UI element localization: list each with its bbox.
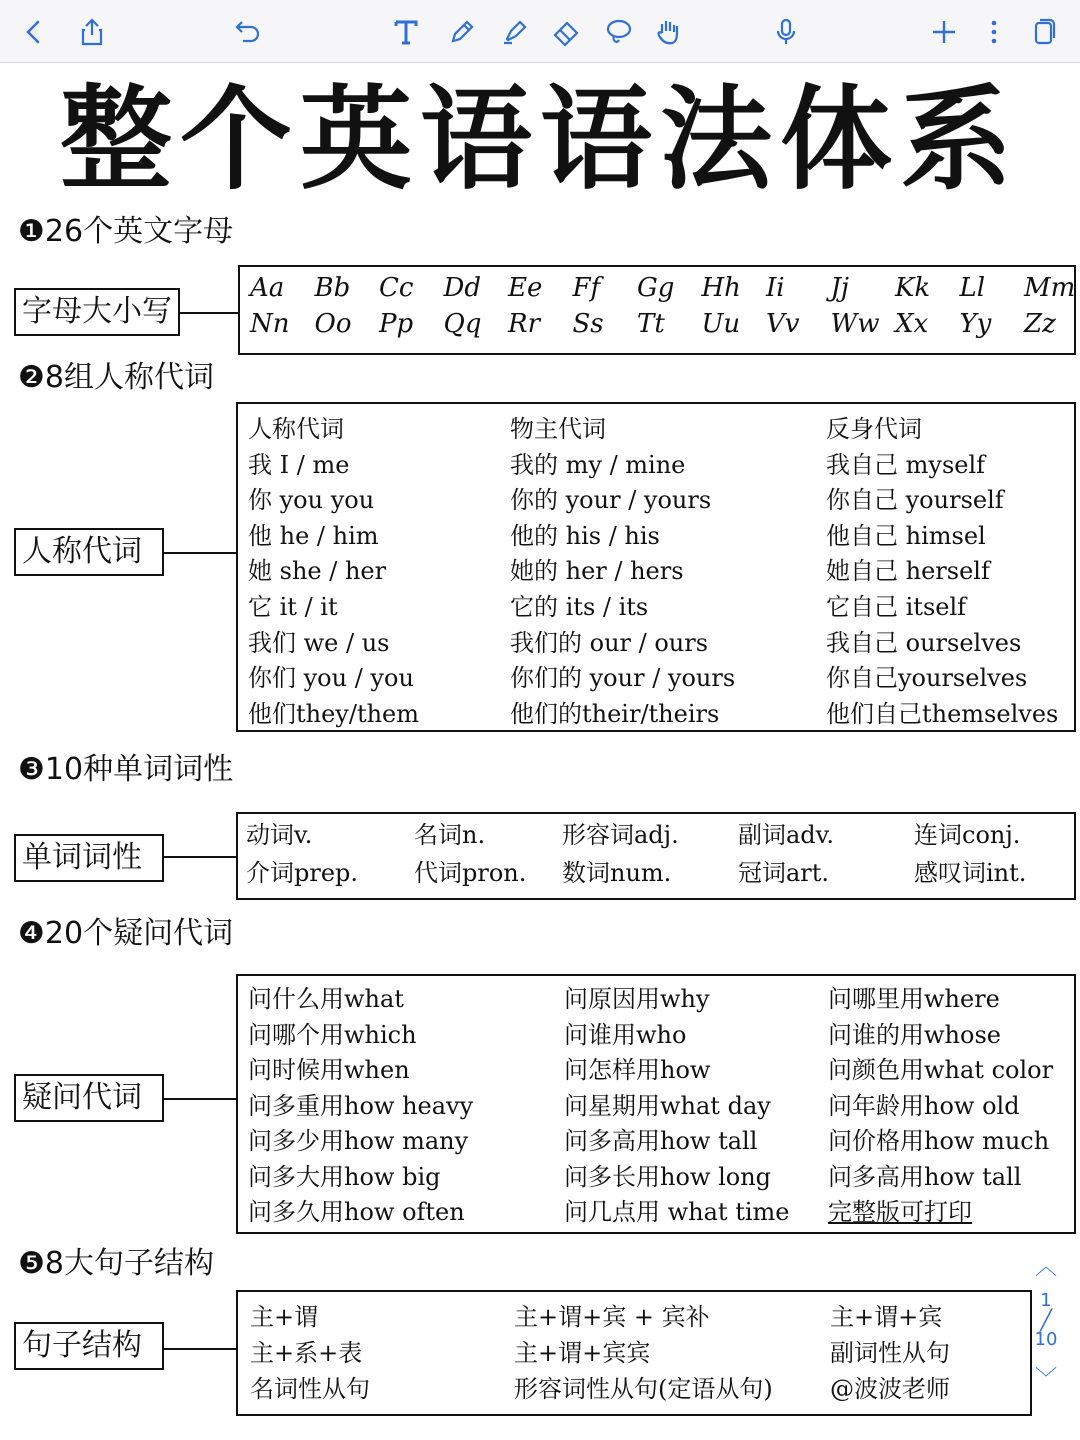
alphabet-letter: Ee xyxy=(508,273,543,303)
alphabet-letter: Rr xyxy=(508,309,541,339)
alphabet-letter: Qq xyxy=(443,309,482,339)
page-navigator xyxy=(1026,1250,1066,1410)
question-word-cell: 问多高用how tall xyxy=(828,1162,1022,1191)
note-page[interactable] xyxy=(0,62,1080,1440)
question-word-cell: 问谁的用whose xyxy=(828,1020,1001,1049)
pronoun-cell: 她的 her / hers xyxy=(510,557,684,586)
pronoun-cell: 我 I / me xyxy=(248,450,350,479)
question-word-cell: 问颜色用what color xyxy=(828,1056,1054,1084)
question-word-cell: 问谁用who xyxy=(564,1020,687,1049)
pronoun-cell: 你的 your / yours xyxy=(510,486,712,515)
hand-icon[interactable] xyxy=(648,12,688,52)
alphabet-letter: Uu xyxy=(701,309,741,339)
part-of-speech-cell: 感叹词int. xyxy=(914,859,1027,887)
alphabet-letter: Ff xyxy=(572,273,601,303)
sentence-structure-cell: 形容词性从句(定语从句) xyxy=(514,1375,773,1403)
question-word-cell: 问哪里用where xyxy=(828,985,1000,1013)
label-sentence-structures: 句子结构 xyxy=(14,1322,164,1370)
pronoun-cell: 反身代词 xyxy=(826,415,922,443)
question-word-cell: 问哪个用which xyxy=(248,1020,417,1049)
question-word-cell: 完整版可打印 xyxy=(828,1198,972,1226)
pronoun-cell: 他 he / him xyxy=(248,521,379,550)
pronoun-cell: 你自己yourselves xyxy=(826,664,1028,693)
pronoun-cell: 我们的 our / ours xyxy=(510,628,709,657)
pronoun-cell: 你们 you / you xyxy=(248,664,414,693)
question-word-cell: 问原因用why xyxy=(564,985,710,1013)
alphabet-letter: Oo xyxy=(314,309,352,339)
question-word-cell: 问多大用how big xyxy=(248,1162,441,1191)
alphabet-letter: Ww xyxy=(830,309,880,339)
pronoun-cell: 人称代词 xyxy=(248,415,344,443)
parts-of-speech-box xyxy=(236,812,1076,900)
alphabet-box xyxy=(238,265,1076,355)
pronoun-cell: 你们的 your / yours xyxy=(510,664,736,693)
question-word-cell: 问价格用how much xyxy=(828,1127,1050,1155)
lasso-icon[interactable] xyxy=(598,12,638,52)
alphabet-letter: Gg xyxy=(637,273,675,303)
pronoun-cell: 它自己 itself xyxy=(826,593,967,621)
question-word-cell: 问时候用when xyxy=(248,1056,410,1084)
pronoun-cell: 我们 we / us xyxy=(248,628,390,657)
pronoun-cell: 她 she / her xyxy=(248,557,387,586)
question-word-cell: 问几点用 what time xyxy=(564,1198,790,1226)
pronoun-cell: 他们的their/theirs xyxy=(510,699,720,728)
question-word-cell: 问多长用how long xyxy=(564,1162,772,1191)
pronoun-cell: 它的 its / its xyxy=(510,593,649,621)
part-of-speech-cell: 动词v. xyxy=(246,821,313,849)
page-title: 整个英语语法体系 xyxy=(60,74,1020,205)
pen-tool-icon[interactable] xyxy=(442,12,482,52)
pronoun-cell: 他们they/them xyxy=(248,699,420,728)
pronoun-cell: 我的 my / mine xyxy=(510,450,686,479)
connector-line xyxy=(164,1098,236,1100)
section-heading-parts-of-speech: ❸10种单词词性 xyxy=(18,752,234,787)
question-word-cell: 问多少用how many xyxy=(248,1127,469,1155)
more-icon[interactable] xyxy=(974,12,1014,52)
question-word-cell: 问多久用how often xyxy=(248,1198,465,1226)
connector-line xyxy=(164,1348,236,1350)
part-of-speech-cell: 冠词art. xyxy=(738,859,830,887)
connector-line xyxy=(164,856,236,858)
connector-line xyxy=(180,312,238,314)
sentence-structure-cell: @波波老师 xyxy=(830,1375,950,1403)
pages-icon[interactable] xyxy=(1024,12,1064,52)
question-word-cell: 问怎样用how xyxy=(564,1056,711,1084)
alphabet-letter: Cc xyxy=(379,273,414,303)
microphone-icon[interactable] xyxy=(766,12,806,52)
alphabet-letter: Zz xyxy=(1024,309,1056,339)
eraser-icon[interactable] xyxy=(546,12,586,52)
text-tool-icon[interactable] xyxy=(386,12,426,52)
pronoun-cell: 你自己 yourself xyxy=(826,486,1004,515)
highlighter-icon[interactable] xyxy=(494,12,534,52)
question-word-cell: 问星期用what day xyxy=(564,1091,771,1120)
alphabet-letter: Bb xyxy=(314,273,351,303)
part-of-speech-cell: 名词n. xyxy=(414,821,486,849)
sentence-structure-cell: 副词性从句 xyxy=(830,1339,950,1367)
pronoun-cell: 她自己 herself xyxy=(826,557,990,586)
share-icon[interactable] xyxy=(72,12,112,52)
label-parts-of-speech: 单词词性 xyxy=(14,834,164,882)
section-heading-question-words: ❹20个疑问代词 xyxy=(18,916,234,951)
toolbar xyxy=(0,0,1080,63)
part-of-speech-cell: 连词conj. xyxy=(914,821,1021,849)
alphabet-letter: Ll xyxy=(959,273,986,303)
sentence-structure-cell: 主+谓+宾 xyxy=(830,1303,943,1331)
question-word-cell: 问多重用how heavy xyxy=(248,1091,474,1120)
sentence-structure-cell: 主+谓 xyxy=(250,1303,319,1331)
sentence-structures-box xyxy=(236,1290,1032,1416)
label-alphabet: 字母大小写 xyxy=(14,288,180,336)
label-pronouns: 人称代词 xyxy=(14,528,164,576)
section-heading-pronouns: ❷8组人称代词 xyxy=(18,360,214,395)
alphabet-letter: Hh xyxy=(701,273,741,303)
back-icon[interactable] xyxy=(14,12,54,52)
part-of-speech-cell: 介词prep. xyxy=(246,859,359,887)
add-icon[interactable] xyxy=(924,12,964,52)
section-heading-sentence-structures: ❺8大句子结构 xyxy=(18,1246,214,1281)
pronoun-cell: 我自己 ourselves xyxy=(826,628,1022,657)
alphabet-letter: Jj xyxy=(830,273,849,303)
pronoun-cell: 他自己 himsel xyxy=(826,521,986,550)
total-page-count: 10 xyxy=(1034,1329,1058,1350)
alphabet-letter: Ii xyxy=(766,273,785,303)
part-of-speech-cell: 数词num. xyxy=(562,859,672,887)
connector-line xyxy=(164,552,236,554)
sentence-structure-cell: 主+谓+宾宾 xyxy=(514,1339,651,1367)
sentence-structure-cell: 主+谓+宾 + 宾补 xyxy=(514,1303,710,1331)
pronoun-cell: 你 you you xyxy=(248,486,375,515)
pronoun-cell: 我自己 myself xyxy=(826,450,986,479)
page-separator: ╱ xyxy=(1039,1308,1053,1332)
alphabet-letter: Nn xyxy=(250,309,290,339)
part-of-speech-cell: 形容词adj. xyxy=(562,821,679,849)
part-of-speech-cell: 代词pron. xyxy=(414,859,527,887)
pronouns-box xyxy=(236,402,1076,732)
alphabet-letter: Mm xyxy=(1024,273,1076,303)
label-question-words: 疑问代词 xyxy=(14,1074,164,1122)
alphabet-letter: Pp xyxy=(379,309,414,339)
pronoun-cell: 他的 his / his xyxy=(510,521,660,550)
part-of-speech-cell: 副词adv. xyxy=(738,821,835,849)
alphabet-letter: Dd xyxy=(443,273,481,303)
question-word-cell: 问多高用how tall xyxy=(564,1127,758,1155)
question-word-cell: 问什么用what xyxy=(248,985,404,1013)
alphabet-letter: Aa xyxy=(250,273,285,303)
alphabet-letter: Vv xyxy=(766,309,800,339)
question-words-box xyxy=(236,974,1076,1234)
chevron-up-icon[interactable]: ︿ xyxy=(1034,1255,1057,1280)
pronoun-cell: 他们自己themselves xyxy=(826,699,1059,728)
sentence-structure-cell: 名词性从句 xyxy=(250,1375,370,1403)
alphabet-letter: Kk xyxy=(895,273,931,303)
chevron-down-icon[interactable]: ﹀ xyxy=(1034,1367,1057,1392)
undo-icon[interactable] xyxy=(228,12,268,52)
alphabet-letter: Yy xyxy=(959,309,992,339)
pronoun-cell: 物主代词 xyxy=(510,415,606,443)
question-word-cell: 问年龄用how old xyxy=(828,1091,1020,1120)
section-heading-alphabet: ❶26个英文字母 xyxy=(18,214,234,249)
alphabet-letter: Xx xyxy=(895,309,929,339)
pronoun-cell: 它 it / it xyxy=(248,593,338,621)
sentence-structure-cell: 主+系+表 xyxy=(250,1339,363,1367)
current-page-number: 1 xyxy=(1040,1290,1052,1311)
alphabet-letter: Tt xyxy=(637,309,665,339)
alphabet-letter: Ss xyxy=(572,309,604,339)
